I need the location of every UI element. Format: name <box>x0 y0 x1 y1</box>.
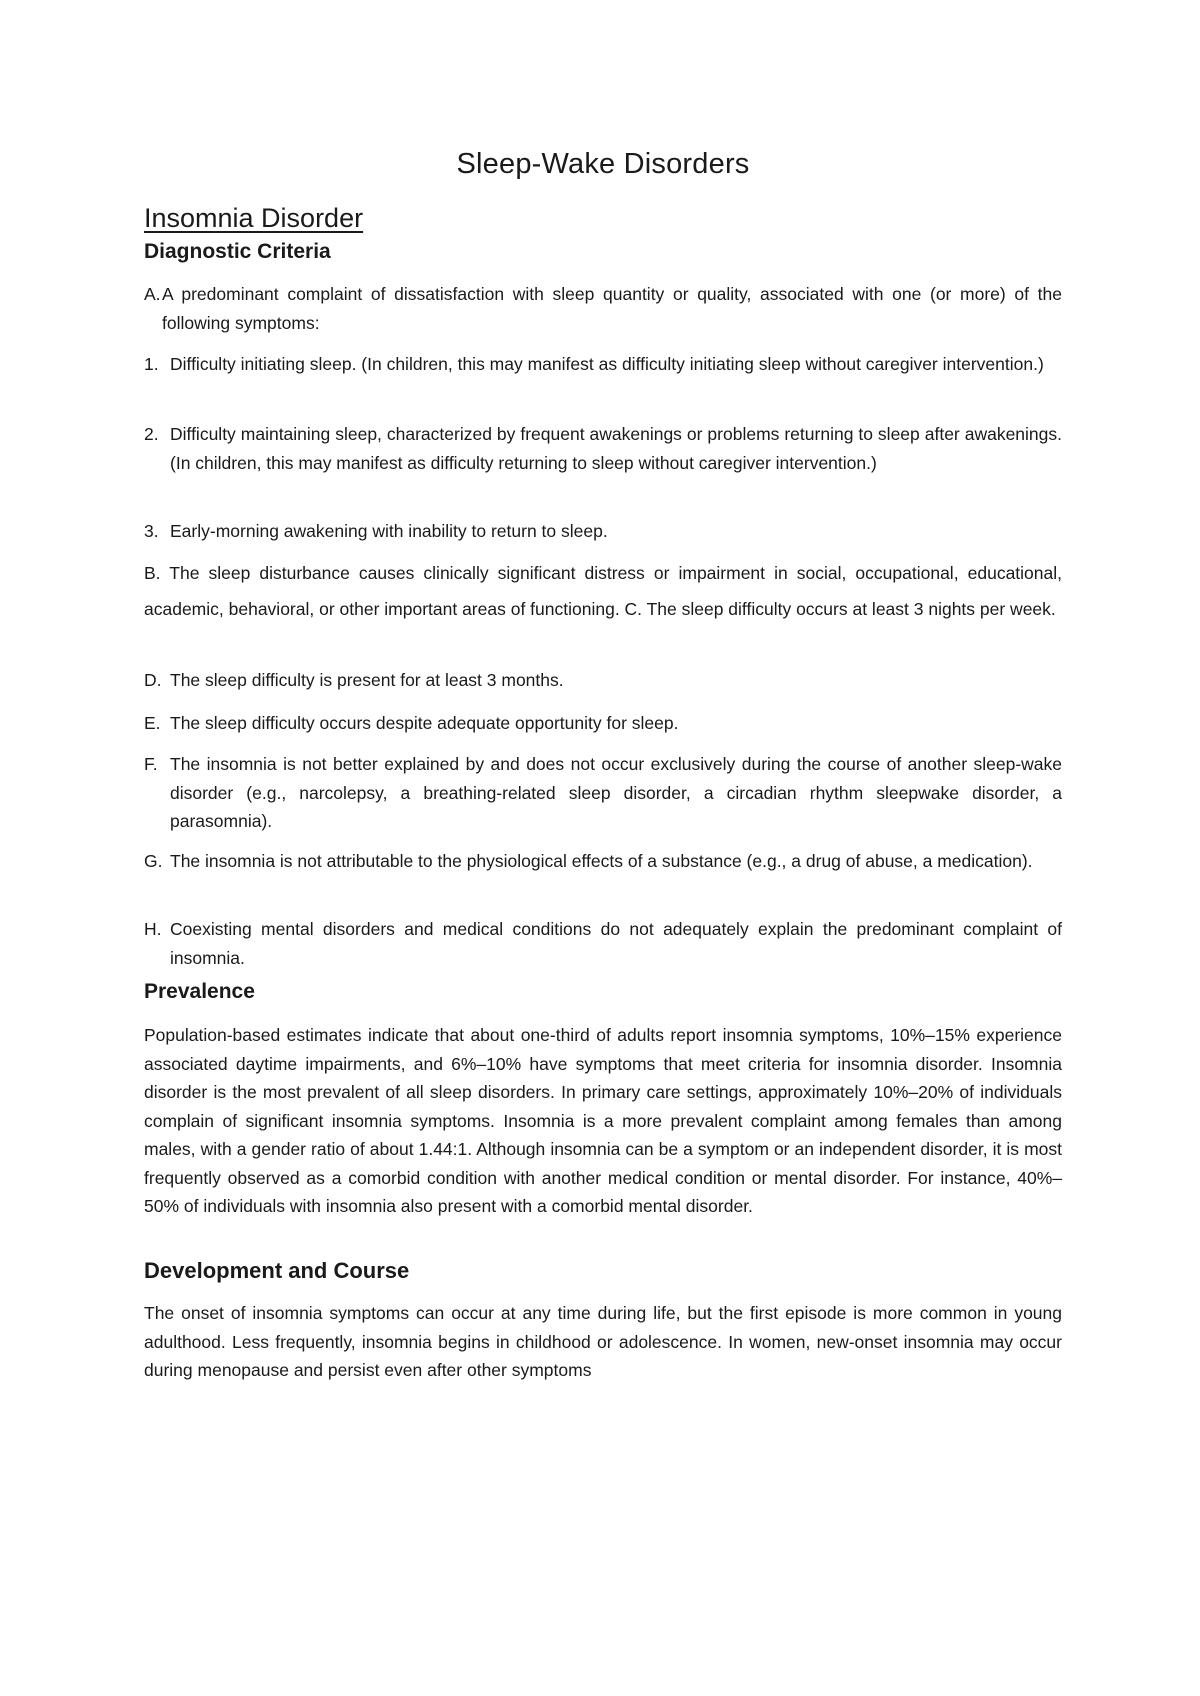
symptom-text: Difficulty maintaining sleep, characterized by frequent awakenings or problems returning to sleep after awakenings. (In children, this may manifest as difficulty returning to sleep without caregiver intervention.) <box>170 424 1062 473</box>
development-heading: Development and Course <box>144 1258 410 1283</box>
criterion-d <box>144 666 1062 695</box>
symptom-1 <box>144 350 1062 379</box>
criterion-text: Coexisting mental disorders and medical conditions do not adequately explain the predominant complaint of insomnia. <box>170 919 1062 968</box>
criterion-mark: D. <box>144 670 162 690</box>
criterion-mark: H. <box>144 919 162 939</box>
criterion-mark: G. <box>144 851 163 871</box>
criterion-g <box>144 847 1062 876</box>
symptom-2 <box>144 420 1062 477</box>
symptom-mark: 2. <box>144 424 159 444</box>
document-title: Sleep-Wake Disorders <box>456 148 750 180</box>
criterion-a <box>144 280 1062 337</box>
criterion-mark: F. <box>144 754 158 774</box>
criterion-text: The insomnia is not better explained by and does not occur exclusively during the course of another sleep-wake disorder (e.g., narcolepsy, a breathing-related sleep disorder, a circadian rhythm sleepwake disorder, a parasomnia). <box>170 754 1062 831</box>
symptom-3 <box>144 517 1062 546</box>
symptom-mark: 1. <box>144 354 159 374</box>
criteria-b-c: B. The sleep disturbance causes clinically significant distress or impairment in social, occupational, educational, academic, behavioral, or other important areas of functioning. C. The sleep difficulty occurs at least 3 nights per week. <box>144 563 1062 619</box>
section-heading: Insomnia Disorder <box>144 203 364 233</box>
criterion-mark: A. <box>144 284 161 304</box>
symptom-text: Difficulty initiating sleep. (In children, this may manifest as difficulty initiating sleep without caregiver intervention.) <box>170 354 1044 374</box>
criterion-mark: E. <box>144 713 161 733</box>
symptom-text: Early-morning awakening with inability to return to sleep. <box>170 521 608 541</box>
development-text: The onset of insomnia symptoms can occur at any time during life, but the first episode is more common in young adulthood. Less frequently, insomnia begins in childhood or adolescence. In women, new-onset insomnia may occur during menopause and persist even after other symptoms <box>144 1303 1062 1380</box>
criterion-text: A predominant complaint of dissatisfaction with sleep quantity or quality, associated with one (or more) of the following symptoms: <box>162 284 1062 333</box>
criterion-text: The sleep difficulty occurs despite adequate opportunity for sleep. <box>170 713 679 733</box>
prevalence-text: Population-based estimates indicate that about one-third of adults report insomnia symptoms, 10%–15% experience associated daytime impairments, and 6%–10% have symptoms that meet criteria for insomnia disorder. Insomnia disorder is the most prevalent of all sleep disorders. In primary care settings, approximately 10%–20% of individuals complain of significant insomnia symptoms. Insomnia is a more prevalent complaint among females than among males, with a gender ratio of about 1.44:1. Although insomnia can be a symptom or an independent disorder, it is most frequently observed as a comorbid condition with another medical condition or mental disorder. For instance, 40%–50% of individuals with insomnia also present with a comorbid mental disorder. <box>144 1025 1062 1216</box>
criterion-text: The sleep difficulty is present for at least 3 months. <box>170 670 564 690</box>
prevalence-heading: Prevalence <box>144 980 255 1003</box>
symptom-mark: 3. <box>144 521 159 541</box>
criteria-heading: Diagnostic Criteria <box>144 240 331 263</box>
criterion-e <box>144 709 1062 738</box>
criterion-f <box>144 750 1062 836</box>
criterion-h <box>144 915 1062 972</box>
criterion-text: The insomnia is not attributable to the physiological effects of a substance (e.g., a drug of abuse, a medication). <box>170 851 1033 871</box>
